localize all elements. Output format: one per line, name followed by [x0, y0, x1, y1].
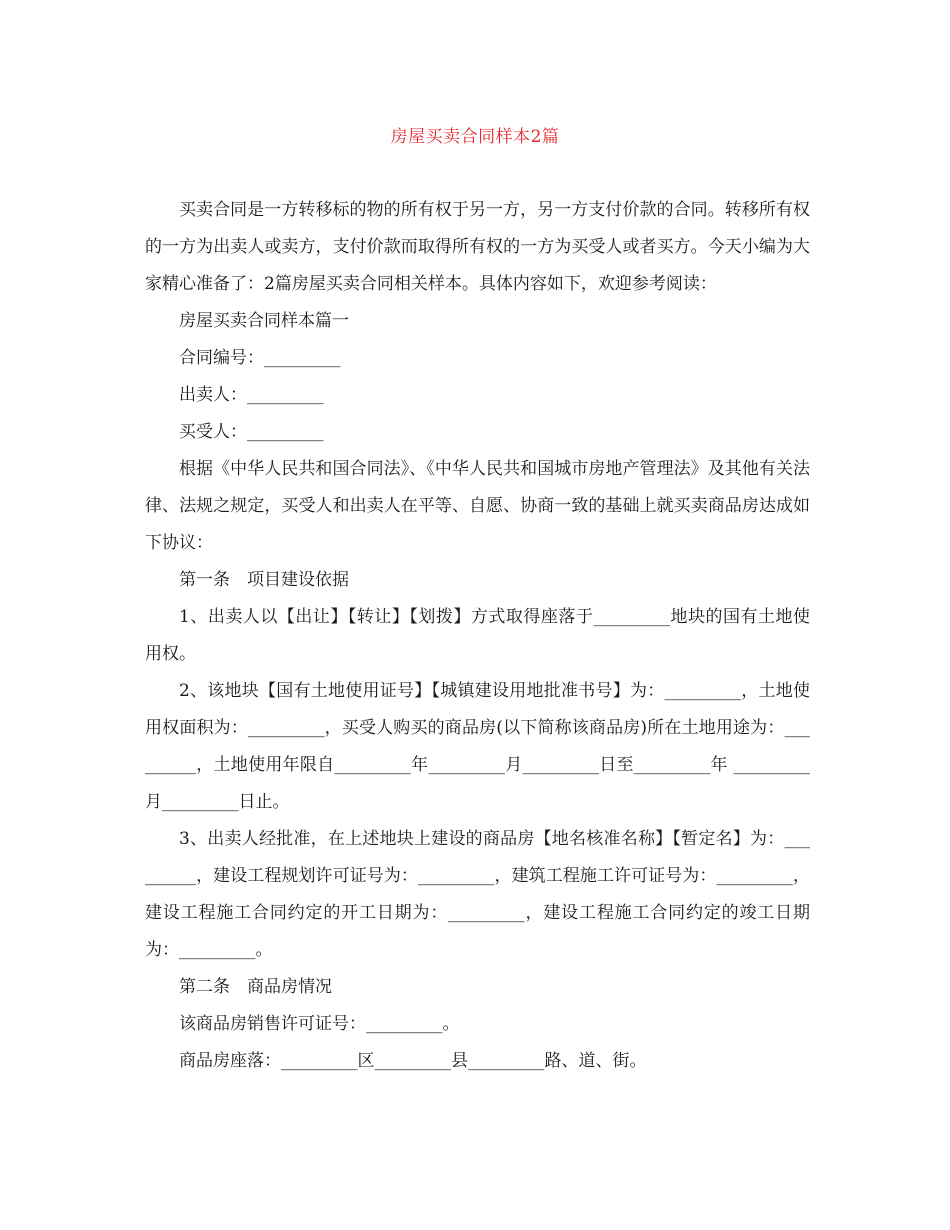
seller-line: 出卖人：_________	[179, 385, 324, 405]
sales-permit-line: 该商品房销售许可证号：_________。	[179, 1014, 460, 1034]
legal-basis-paragraph: 根据《中华人民共和国合同法》、《中华人民共和国城市房地产管理法》及其他有关法律、法规之规定，买受人和出卖人在平等、自愿、协商一致的基础上就买卖商品房达成如下协议：	[145, 459, 810, 553]
article-2-heading: 第二条 商品房情况	[179, 977, 332, 997]
contract-number-line: 合同编号：_________	[179, 348, 341, 368]
location-line: 商品房座落：_________区_________县_________路、道、街。	[179, 1051, 647, 1071]
article-1-clause-3: 3、出卖人经批准，在上述地块上建设的商品房【地名核准名称】【暂定名】为：_________，建设工程规划许可证号为：_________，建筑工程施工许可证号为：_________，建设工程施工合同约定的开工日期为：_________，建设工程施工合同约定的竣工日期为：_________。	[145, 829, 810, 960]
article-1-clause-2: 2、该地块【国有土地使用证号】【城镇建设用地批准书号】为：_________，土地使用权面积为：_________，买受人购买的商品房(以下简称该商品房)所在土地用途为：_________，土地使用年限自_________年_________月_________日至_________年 _________月_________日止。	[145, 681, 810, 812]
section-heading: 房屋买卖合同样本篇一	[179, 311, 349, 331]
intro-paragraph: 买卖合同是一方转移标的物的所有权于另一方，另一方支付价款的合同。转移所有权的一方为出卖人或卖方，支付价款而取得所有权的一方为买受人或者买方。今天小编为大家精心准备了：2篇房屋买卖合同相关样本。具体内容如下，欢迎参考阅读：	[145, 200, 810, 294]
article-1-clause-1: 1、出卖人以【出让】【转让】【划拨】方式取得座落于_________地块的国有土地使用权。	[145, 607, 810, 664]
document-title: 房屋买卖合同样本2篇	[390, 127, 560, 147]
article-1-heading: 第一条 项目建设依据	[179, 570, 349, 590]
document-body	[145, 192, 810, 1080]
buyer-line: 买受人：_________	[179, 422, 324, 442]
